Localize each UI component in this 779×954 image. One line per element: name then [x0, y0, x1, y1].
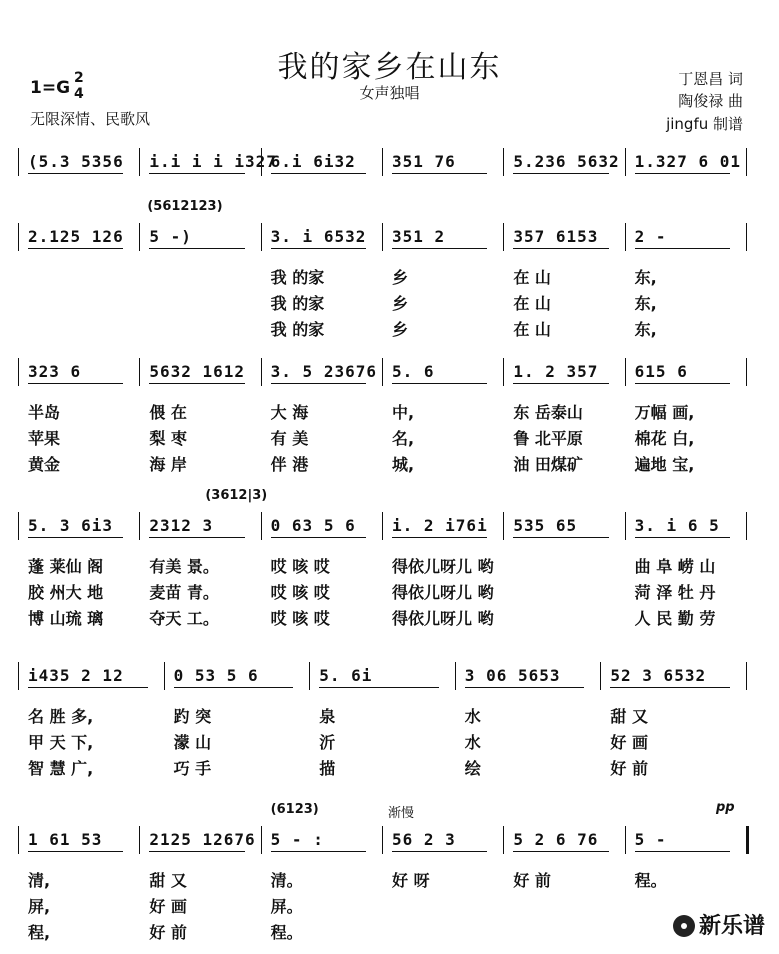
barline — [746, 148, 747, 176]
composer-credit: 陶俊禄 曲 — [678, 92, 743, 110]
lyric-text: 乡 — [392, 268, 409, 287]
measure-notes: 6.i 6i32 — [270, 152, 356, 171]
beam-underline — [392, 248, 487, 249]
measure-notes: 2.125 126 — [28, 227, 124, 246]
barline — [382, 223, 383, 251]
measure-notes: 5 - : — [270, 830, 324, 849]
barline — [139, 512, 140, 540]
beam-underline — [635, 851, 730, 852]
song-title: 我的家乡在山东 — [277, 50, 502, 85]
lyric-text: 绘 — [464, 759, 481, 778]
lyric-text: 梨 枣 — [149, 429, 187, 448]
lyric-text: 有 美 — [270, 429, 309, 448]
barline — [600, 662, 601, 690]
lyric-text: 水 — [464, 733, 481, 752]
measure-notes: 5. 6 — [392, 362, 435, 381]
dynamic-marking: pp — [716, 800, 735, 815]
barline — [139, 223, 140, 251]
barline — [139, 826, 140, 854]
beam-underline — [149, 248, 244, 249]
barline — [139, 148, 140, 176]
measure-notes: 5.236 5632 — [513, 152, 620, 171]
lyric-text: 万幅 画, — [634, 403, 695, 422]
beam-underline — [271, 537, 366, 538]
beam-underline — [635, 537, 730, 538]
measure-notes: 5 -) — [149, 227, 192, 246]
lyric-text: 屏。 — [270, 897, 303, 916]
barline — [746, 826, 749, 854]
lyric-text: 半岛 — [28, 403, 61, 422]
barline — [382, 148, 383, 176]
lyric-text: 菏 泽 牡 丹 — [634, 583, 716, 602]
lyric-text: 甜 又 — [610, 707, 648, 726]
measure-notes: 0 63 5 6 — [270, 516, 356, 535]
measure-notes: i. 2 i76i — [392, 516, 488, 535]
beam-underline — [271, 851, 366, 852]
measure-notes: 351 2 — [392, 227, 446, 246]
lyric-text: 曲 阜 崂 山 — [634, 557, 716, 576]
beam-underline — [149, 537, 244, 538]
lyric-text: 乡 — [392, 294, 409, 313]
barline — [18, 358, 19, 386]
measure-notes: 0 53 5 6 — [173, 666, 259, 685]
measure-notes: 56 2 3 — [392, 830, 456, 849]
lyric-text: 偎 在 — [149, 403, 187, 422]
barline — [746, 223, 747, 251]
lyric-text: 得依儿呀儿 哟 — [392, 583, 494, 602]
barline — [625, 148, 626, 176]
barline — [139, 358, 140, 386]
lyric-text: 智 慧 广, — [28, 759, 94, 778]
measure-notes: 5. 3 6i3 — [28, 516, 114, 535]
measure-notes: 351 76 — [392, 152, 456, 171]
barline — [455, 662, 456, 690]
beam-underline — [174, 687, 294, 688]
lyric-text: 我 的家 — [270, 294, 325, 313]
barline — [746, 662, 747, 690]
lyric-text: 海 岸 — [149, 455, 187, 474]
lyric-text: 有美 景。 — [149, 557, 219, 576]
lyric-text: 中, — [392, 403, 415, 422]
lyric-text: 水 — [464, 707, 481, 726]
measure-notes: 1. 2 357 — [513, 362, 599, 381]
barline — [503, 223, 504, 251]
beam-underline — [271, 248, 366, 249]
measure-notes: 3. i 6 5 — [634, 516, 720, 535]
lyricist-credit: 丁恩昌 词 — [678, 70, 743, 88]
lyric-text: 东 岳泰山 — [513, 403, 583, 422]
lyric-text: 好 前 — [610, 759, 648, 778]
song-subtitle: 女声独唱 — [359, 84, 420, 102]
measure-notes: 5 - — [634, 830, 667, 849]
grace-note-annotation: (5612123) — [147, 199, 223, 214]
lyric-text: 人 民 勤 劳 — [634, 609, 716, 628]
barline — [18, 512, 19, 540]
barline — [503, 148, 504, 176]
lyric-text: 哎 咳 哎 — [270, 557, 330, 576]
beam-underline — [465, 687, 585, 688]
barline — [625, 223, 626, 251]
lyric-text: 黄金 — [28, 455, 61, 474]
lyric-text: 好 前 — [513, 871, 551, 890]
measure-notes: 2125 12676 — [149, 830, 256, 849]
lyric-text: 好 呀 — [392, 871, 430, 890]
lyric-text: 东, — [634, 320, 657, 339]
lyric-text: 濛 山 — [173, 733, 212, 752]
barline — [382, 358, 383, 386]
lyric-text: 在 山 — [513, 268, 551, 287]
beam-underline — [319, 687, 439, 688]
barline — [625, 358, 626, 386]
barline — [382, 512, 383, 540]
lyric-text: 得依儿呀儿 哟 — [392, 609, 494, 628]
lyric-text: 清。 — [270, 871, 303, 890]
barline — [18, 223, 19, 251]
measure-notes: 5 2 6 76 — [513, 830, 599, 849]
lyric-text: 甲 天 下, — [28, 733, 94, 752]
barline — [261, 358, 262, 386]
beam-underline — [149, 383, 244, 384]
maker-credit: jingfu 制谱 — [666, 115, 743, 133]
measure-notes: 615 6 — [634, 362, 688, 381]
beam-underline — [635, 173, 730, 174]
measure-notes: 5632 1612 — [149, 362, 246, 381]
lyric-text: 棉花 白, — [634, 429, 695, 448]
beam-underline — [28, 248, 123, 249]
barline — [625, 512, 626, 540]
measure-notes: 2 - — [634, 227, 667, 246]
beam-underline — [271, 383, 366, 384]
barline — [261, 512, 262, 540]
site-logo: 新乐谱 — [673, 909, 765, 940]
lyric-text: 我 的家 — [270, 268, 325, 287]
lyric-text: 在 山 — [513, 294, 551, 313]
beam-underline — [28, 851, 123, 852]
lyric-text: 遍地 宝, — [634, 455, 695, 474]
barline — [18, 148, 19, 176]
lyric-text: 夺天 工。 — [149, 609, 219, 628]
measure-notes: (5.3 5356 — [28, 152, 124, 171]
measure-notes: 3. i 6532 — [270, 227, 367, 246]
beam-underline — [635, 248, 730, 249]
lyric-text: 好 前 — [149, 923, 187, 942]
measure-notes: 5. 6i — [319, 666, 373, 685]
lyric-text: 名, — [392, 429, 415, 448]
barline — [18, 662, 19, 690]
grace-note-annotation: (3612|3) — [205, 488, 268, 503]
beam-underline — [271, 173, 366, 174]
lyric-text: 程。 — [634, 871, 667, 890]
measure-notes: 2312 3 — [149, 516, 214, 535]
barline — [309, 662, 310, 690]
grace-note-annotation: (6123) — [270, 802, 319, 817]
lyric-text: 甜 又 — [149, 871, 187, 890]
barline — [261, 223, 262, 251]
beam-underline — [28, 173, 123, 174]
lyric-text: 鲁 北平原 — [513, 429, 583, 448]
lyric-text: 名 胜 多, — [28, 707, 94, 726]
lyric-text: 伴 港 — [270, 455, 309, 474]
lyric-text: 乡 — [392, 320, 409, 339]
beam-underline — [28, 383, 123, 384]
beam-underline — [28, 687, 148, 688]
lyric-text: 在 山 — [513, 320, 551, 339]
beam-underline — [513, 851, 608, 852]
lyric-text: 油 田煤矿 — [513, 455, 583, 474]
barline — [625, 826, 626, 854]
beam-underline — [149, 851, 244, 852]
beam-underline — [513, 537, 608, 538]
beam-underline — [149, 173, 244, 174]
measure-notes: 357 6153 — [513, 227, 599, 246]
beam-underline — [610, 687, 730, 688]
barline — [18, 826, 19, 854]
lyric-text: 好 画 — [610, 733, 648, 752]
tempo-marking: 渐慢 — [388, 806, 415, 821]
measure-notes: 535 65 — [513, 516, 578, 535]
lyric-text: 描 — [319, 759, 336, 778]
measure-notes: 1.327 6 01 — [634, 152, 741, 171]
barline — [746, 512, 747, 540]
lyric-text: 城, — [392, 455, 415, 474]
measure-notes: 323 6 — [28, 362, 82, 381]
beam-underline — [28, 537, 123, 538]
beam-underline — [392, 537, 487, 538]
lyric-text: 东, — [634, 268, 657, 287]
lyric-text: 我 的家 — [270, 320, 325, 339]
barline — [261, 826, 262, 854]
lyric-text: 胶 州大 地 — [28, 583, 104, 602]
lyric-text: 趵 突 — [173, 707, 212, 726]
performance-style: 无限深情、民歌风 — [30, 110, 151, 128]
barline — [503, 358, 504, 386]
lyric-text: 麦苗 青。 — [149, 583, 219, 602]
measure-notes: 1 61 53 — [28, 830, 103, 849]
record-disc-icon — [673, 915, 695, 937]
lyric-text: 屏, — [28, 897, 51, 916]
measure-notes: 52 3 6532 — [610, 666, 707, 685]
beam-underline — [392, 173, 487, 174]
lyric-text: 哎 咳 哎 — [270, 609, 330, 628]
key-signature: 1=G — [30, 78, 71, 98]
lyric-text: 程。 — [270, 923, 303, 942]
measure-notes: i.i i i i327 — [149, 152, 277, 171]
beam-underline — [392, 851, 487, 852]
lyric-text: 哎 咳 哎 — [270, 583, 330, 602]
lyric-text: 博 山琉 璃 — [28, 609, 104, 628]
beam-underline — [513, 173, 608, 174]
lyric-text: 巧 手 — [173, 759, 212, 778]
barline — [746, 358, 747, 386]
lyric-text: 泉 — [319, 707, 336, 726]
lyric-text: 蓬 莱仙 阁 — [28, 557, 104, 576]
lyric-text: 程, — [28, 923, 51, 942]
beam-underline — [513, 248, 608, 249]
barline — [164, 662, 165, 690]
lyric-text: 清, — [28, 871, 51, 890]
time-signature: 2 4 — [74, 70, 84, 102]
lyric-text: 得依儿呀儿 哟 — [392, 557, 494, 576]
barline — [382, 826, 383, 854]
beam-underline — [635, 383, 730, 384]
barline — [503, 512, 504, 540]
lyric-text: 沂 — [319, 733, 336, 752]
lyric-text: 好 画 — [149, 897, 187, 916]
measure-notes: 3. 5 23676 — [270, 362, 377, 381]
lyric-text: 大 海 — [270, 403, 309, 422]
beam-underline — [513, 383, 608, 384]
lyric-text: 东, — [634, 294, 657, 313]
measure-notes: i435 2 12 — [28, 666, 124, 685]
measure-notes: 3 06 5653 — [464, 666, 561, 685]
lyric-text: 苹果 — [28, 429, 61, 448]
beam-underline — [392, 383, 487, 384]
barline — [503, 826, 504, 854]
